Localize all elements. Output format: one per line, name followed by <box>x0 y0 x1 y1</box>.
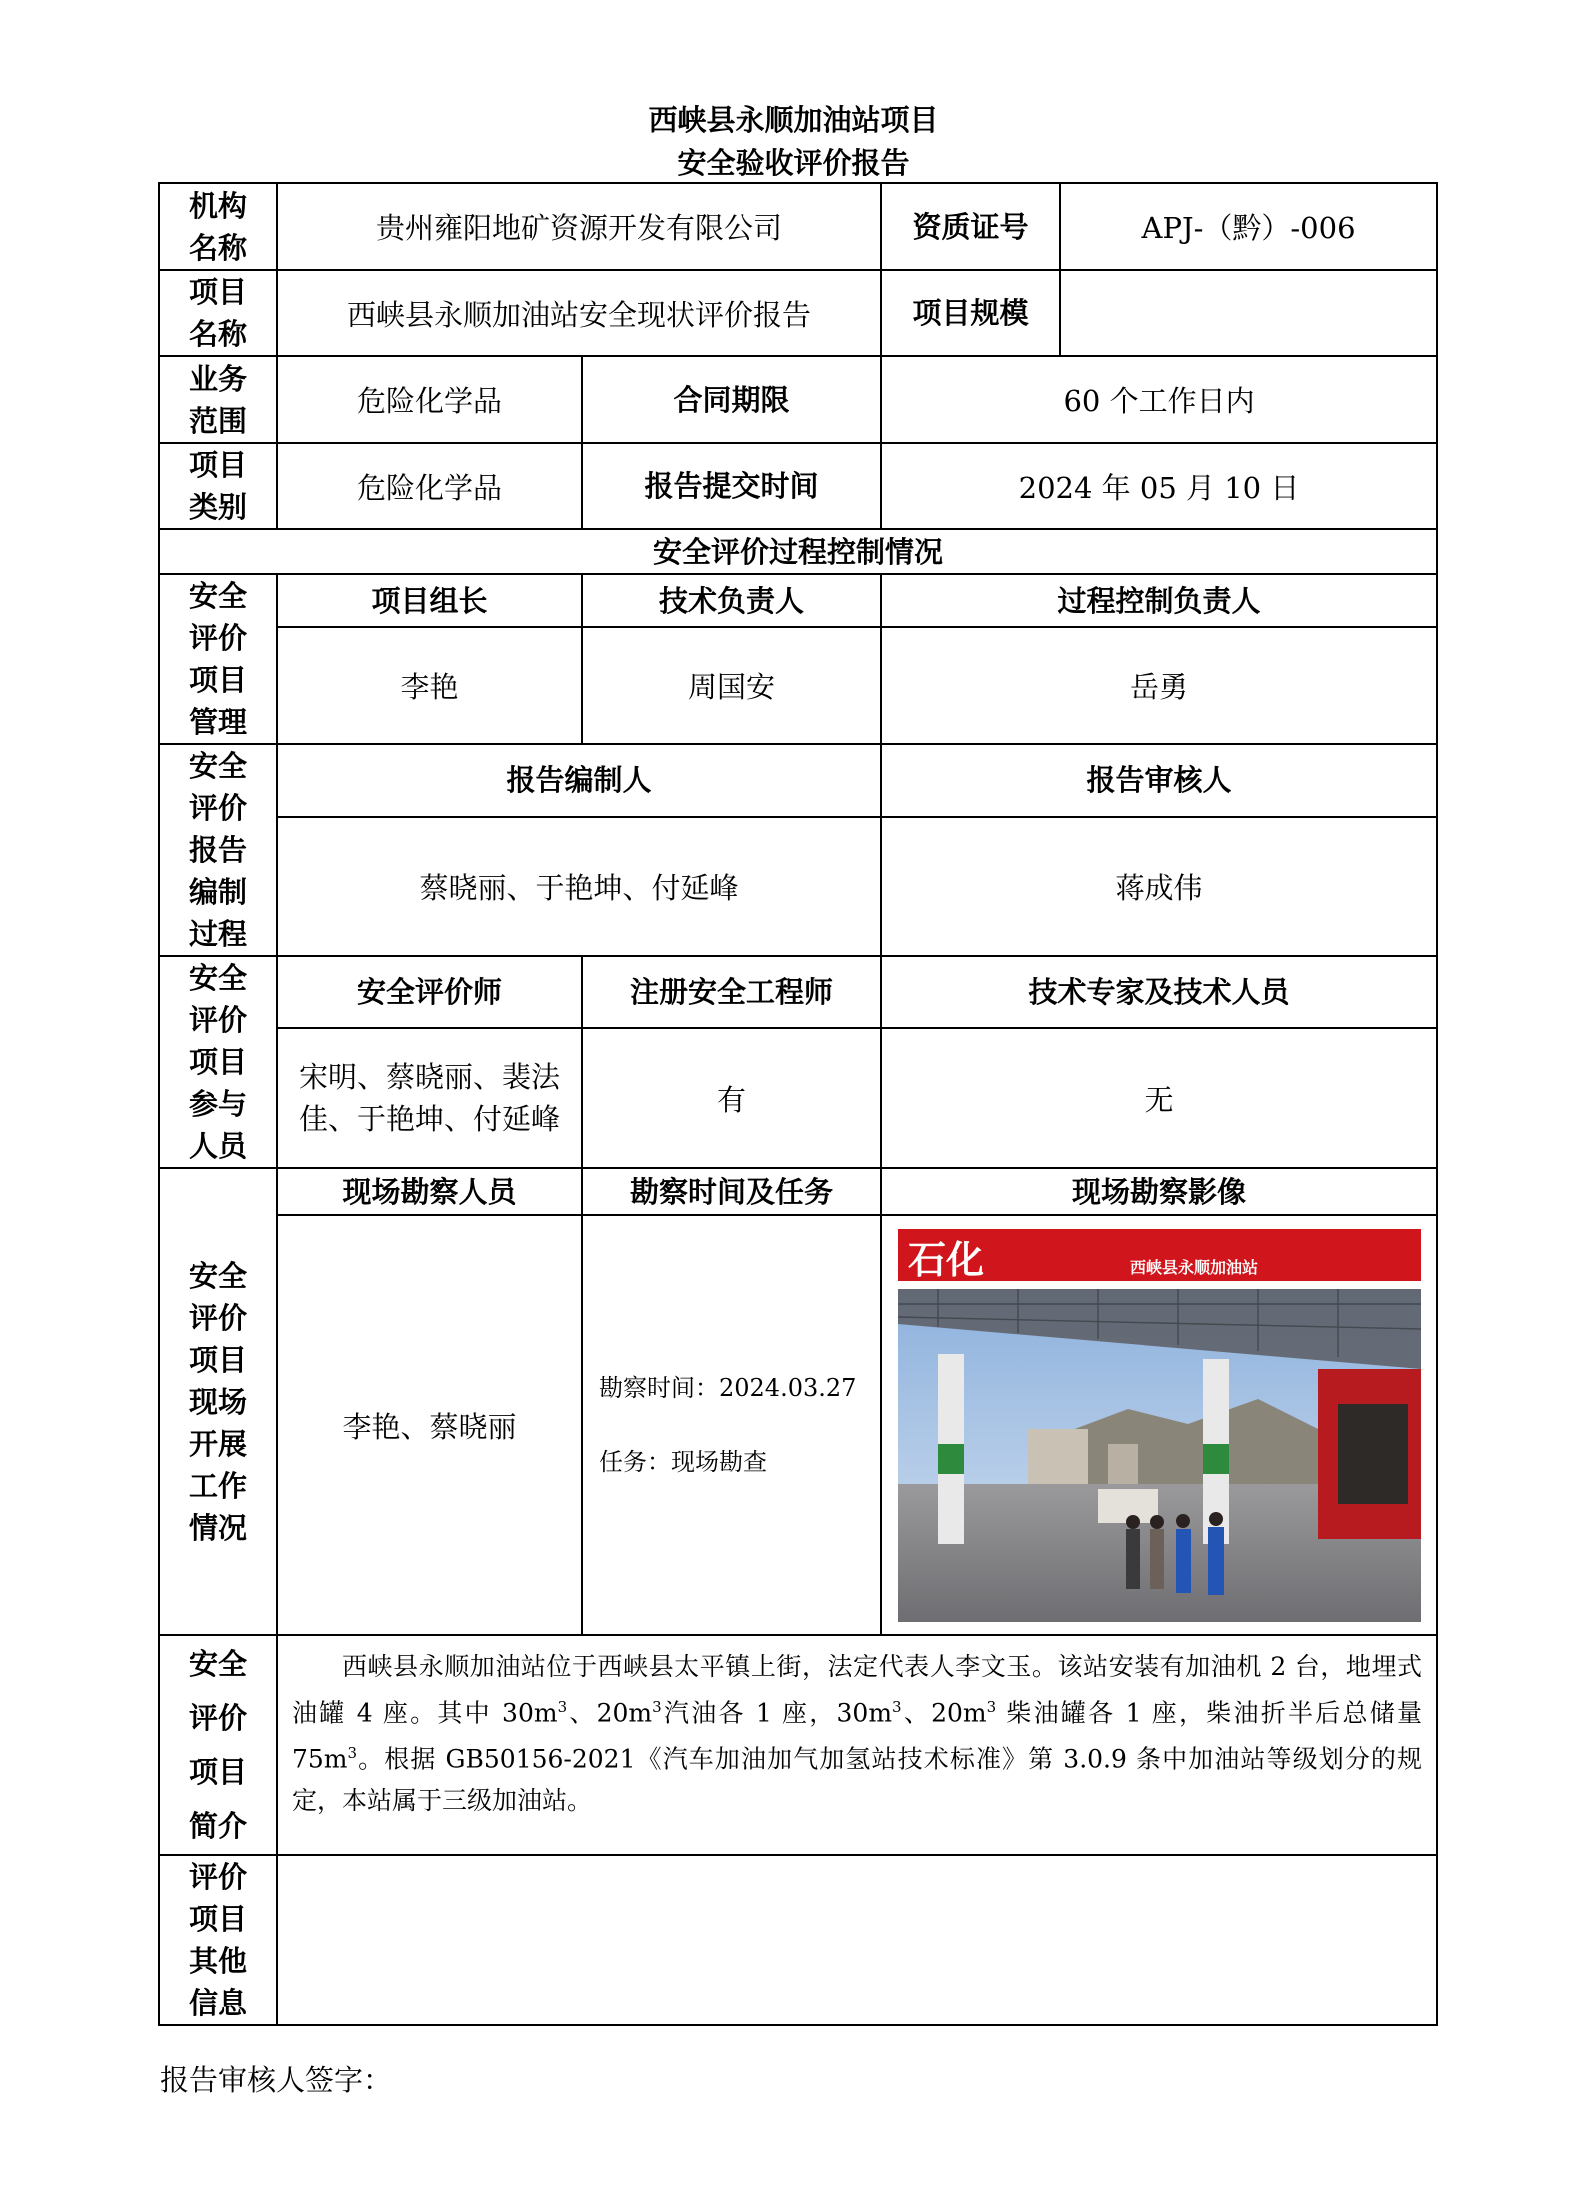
mgmt-col-tech: 技术负责人 <box>582 574 881 627</box>
survey-label: 安全评价项目现场开展工作情况 <box>159 1168 277 1635</box>
category-value: 危险化学品 <box>277 443 582 529</box>
compile-col-reviewer: 报告审核人 <box>881 744 1437 817</box>
submit-label: 报告提交时间 <box>582 443 881 529</box>
compile-col-authors: 报告编制人 <box>277 744 881 817</box>
participants-value-experts: 无 <box>881 1028 1437 1168</box>
project-name-value: 西峡县永顺加油站安全现状评价报告 <box>277 270 881 356</box>
report-table <box>158 182 1438 2026</box>
survey-col-photo: 现场勘察影像 <box>881 1168 1437 1215</box>
other-label: 评价项目其他信息 <box>159 1855 277 2025</box>
contract-label: 合同期限 <box>582 356 881 443</box>
mgmt-col-leader: 项目组长 <box>277 574 582 627</box>
participants-label: 安全评价项目参与人员 <box>159 956 277 1168</box>
participants-value-engineer: 有 <box>582 1028 881 1168</box>
compile-label: 安全评价报告编制过程 <box>159 744 277 956</box>
participants-col-engineer: 注册安全工程师 <box>582 956 881 1028</box>
survey-col-people: 现场勘察人员 <box>277 1168 582 1215</box>
title-line-2: 安全验收评价报告 <box>677 146 910 180</box>
participants-col-evaluator: 安全评价师 <box>277 956 582 1028</box>
submit-value: 2024 年 05 月 10 日 <box>881 443 1437 529</box>
compile-value-reviewer: 蒋成伟 <box>881 817 1437 956</box>
compile-value-authors: 蔡晓丽、于艳坤、付延峰 <box>277 817 881 956</box>
project-name-label: 项目名称 <box>159 270 277 356</box>
mgmt-label: 安全评价项目管理 <box>159 574 277 744</box>
process-header: 安全评价过程控制情况 <box>159 529 1437 574</box>
signature-label: 报告审核人签字： <box>160 2063 393 2097</box>
survey-task: 任务：现场勘查 <box>599 1448 767 1476</box>
photo-sign-big: 石化 <box>907 1237 984 1282</box>
survey-people: 李艳、蔡晓丽 <box>277 1215 582 1635</box>
mgmt-value-control: 岳勇 <box>881 627 1437 744</box>
survey-photo-cell <box>881 1215 1437 1635</box>
participants-value-evaluator: 宋明、蔡晓丽、裴法佳、于艳坤、付延峰 <box>277 1028 582 1168</box>
survey-time-task <box>582 1215 881 1635</box>
mgmt-col-control: 过程控制负责人 <box>881 574 1437 627</box>
photo-sign-station: 西峡县永顺加油站 <box>1129 1257 1258 1277</box>
category-label: 项目类别 <box>159 443 277 529</box>
scale-label: 项目规模 <box>881 270 1060 356</box>
business-label: 业务范围 <box>159 356 277 443</box>
org-label: 机构名称 <box>159 183 277 270</box>
title-line-1: 西峡县永顺加油站项目 <box>648 103 939 137</box>
cert-value: APJ-（黔）-006 <box>1060 183 1437 270</box>
mgmt-value-leader: 李艳 <box>277 627 582 744</box>
contract-value: 60 个工作日内 <box>881 356 1437 443</box>
cert-label: 资质证号 <box>881 183 1060 270</box>
intro-text: 西峡县永顺加油站位于西峡县太平镇上街，法定代表人李文玉。该站安装有加油机 2 台，地埋式油罐 4 座。其中 $30m^3$、$20m^3$汽油各 1 座，$30m^3$、$20m^3$ 柴油罐各 1 座，柴油折半后总储量 $75m^3$。根据 GB50156-2021《汽车加油加气加氢站技术标准》第 3.0.9 条中加油站等级划分的规定，本站属于三级加油站。 <box>277 1635 1437 1855</box>
mgmt-value-tech: 周国安 <box>582 627 881 744</box>
org-value: 贵州雍阳地矿资源开发有限公司 <box>277 183 881 270</box>
survey-time: 勘察时间：2024.03.27 <box>599 1374 857 1402</box>
survey-col-time: 勘察时间及任务 <box>582 1168 881 1215</box>
scale-value <box>1060 270 1437 356</box>
intro-label: 安全评价项目简介 <box>159 1635 277 1855</box>
participants-col-experts: 技术专家及技术人员 <box>881 956 1437 1028</box>
business-value: 危险化学品 <box>277 356 582 443</box>
site-photo <box>898 1229 1421 1622</box>
other-value <box>277 1855 1437 2025</box>
